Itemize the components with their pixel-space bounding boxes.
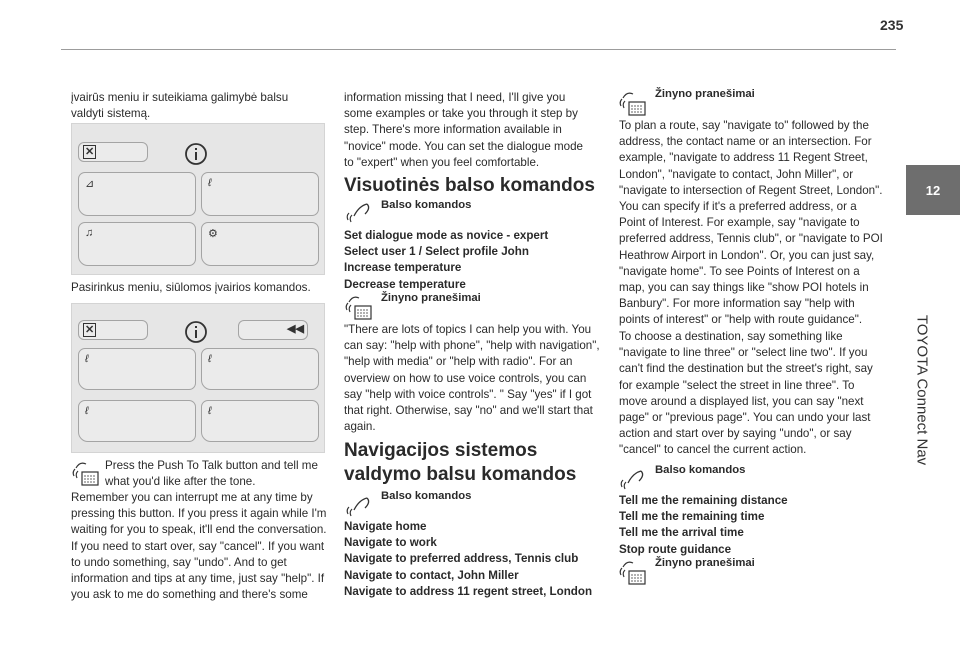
- navigation-tile: [78, 172, 196, 216]
- settings-tile: [201, 222, 319, 266]
- navigation-icon: ⊿: [85, 178, 95, 190]
- caption-text: Pasirinkus meniu, siūlomos įvairios komandos.: [71, 281, 311, 294]
- voice-help-icon: [345, 292, 375, 322]
- voice-command-icon: [619, 467, 647, 491]
- menu-bar: [78, 142, 148, 162]
- info-icon: [184, 320, 208, 344]
- command-tile: [78, 400, 196, 442]
- menu-bar: [78, 320, 148, 340]
- voice-body-text: Remember you can interrupt me at any time by pressing this button. If you press it again while I'm waiting for you to speak, it'll end the conversation. If you need to start over, say "cancel". If you want to undo something, say "undo". And to get information and tips at any time, just say "help". If you ask to me do something and there's some: [71, 491, 327, 602]
- command-item: Tell me the remaining time: [619, 510, 765, 524]
- voice-command-icon: [345, 200, 373, 224]
- menu-screen-illustration-2: [71, 303, 325, 453]
- heading-line: Navigacijos sistemos: [344, 440, 538, 461]
- navigation-help-text: To plan a route, say "navigate to" followed by the address, the contact name or an intersection. For example, "navigate to address 11 Regent Street, London", "navigate to contact, John Miller", or "navigate to intersection of Regent Street, London". You can specify if it's a preferred address, or a Point of Interest. For example, say "navigate to preferred address, Tennis club", or "navigate to POI Heathrow Airport in London". Or, you can just say, "navigate home". To see Points of Interest on a map, you can say things like "show POI hotels in Banbury". For more information say "help with points of interest" or "help with route guidance".: [619, 119, 883, 327]
- command-item: Navigate to address 11 regent street, London: [344, 584, 593, 598]
- continuation-text: information missing that I need, I'll give you some examples or take you through it step by step. There's more information available in "novice" mode. You can set the dialogue mode to "expert" when you feel comfortable.: [344, 91, 583, 169]
- info-icon: [184, 142, 208, 166]
- command-item: Navigate to preferred address, Tennis club: [344, 552, 579, 566]
- navigation-commands-list: [344, 519, 610, 600]
- global-commands-list: [344, 228, 604, 293]
- command-item: Navigate to work: [344, 536, 437, 550]
- voice-help-icon: [619, 557, 649, 587]
- heading-global-commands: Visuotinės balso komandos: [344, 175, 595, 196]
- media-tile: [78, 222, 196, 266]
- voice-command-icon: [345, 494, 373, 518]
- voice-help-icon: [619, 88, 649, 118]
- back-bar: [238, 320, 308, 340]
- mute-icon: ✕: [85, 324, 95, 336]
- sub-voice-commands: Balso komandos: [381, 490, 472, 502]
- heading-line: valdymo balsu komandos: [344, 464, 577, 485]
- sub-voice-commands: Balso komandos: [381, 199, 472, 211]
- route-commands-list: [619, 493, 879, 558]
- phone-icon: ℓ: [85, 353, 89, 365]
- sub-help-messages: Žinyno pranešimai: [655, 88, 755, 100]
- command-tile: [78, 348, 196, 390]
- page-number: 235: [880, 17, 904, 33]
- command-tile: [201, 400, 319, 442]
- header-divider: [61, 49, 896, 50]
- mute-icon: ✕: [85, 146, 95, 158]
- command-item: Tell me the remaining distance: [619, 494, 788, 507]
- sub-help-messages: Žinyno pranešimai: [381, 292, 481, 304]
- rewind-icon: ◀◀: [287, 323, 304, 335]
- help-text: "There are lots of topics I can help you with. You can say: "help with phone", "help with navigation", "help with media" or "help with radio". For an overview on how to use voice controls, you can say "help with voice controls". " Say "yes" if I got that right. Otherwise, say "no" and we'll start that again.: [344, 323, 600, 434]
- command-item: Increase temperature: [344, 261, 462, 275]
- sub-voice-commands: Balso komandos: [655, 464, 746, 476]
- command-item: Navigate home: [344, 520, 427, 533]
- chapter-title: TOYOTA Connect Nav: [913, 314, 931, 466]
- voice-help-icon: [72, 458, 102, 488]
- chapter-tab: 12: [906, 165, 960, 215]
- heading-navigation-commands: [344, 439, 604, 487]
- phone-icon: ℓ: [208, 353, 212, 365]
- command-tile: [201, 348, 319, 390]
- menu-screen-illustration-1: [71, 123, 325, 275]
- sub-help-messages: Žinyno pranešimai: [655, 557, 755, 569]
- command-item: Set dialogue mode as novice - expert: [344, 229, 549, 242]
- command-item: Navigate to contact, John Miller: [344, 568, 519, 582]
- command-item: Tell me the arrival time: [619, 526, 744, 540]
- destination-help-text: To choose a destination, say something like "navigate to line three" or "select line two". If you can't find the destination but the street's right, say for example "select the street in line three". To move around a displayed list, you can say "next page" or "previous page". You can undo your last action and start over by saying "undo", or say "cancel" to cancel the current action.: [619, 330, 873, 457]
- command-item: Select user 1 / Select profile John: [344, 245, 529, 259]
- command-item: Stop route guidance: [619, 542, 732, 556]
- gear-icon: ⚙: [208, 228, 218, 240]
- phone-icon: ℓ: [208, 177, 212, 189]
- phone-icon: ℓ: [85, 405, 89, 417]
- phone-tile: [201, 172, 319, 216]
- command-item: Decrease temperature: [344, 277, 466, 291]
- phone-icon: ℓ: [208, 405, 212, 417]
- music-icon: ♫: [85, 227, 94, 239]
- voice-intro-text: Press the Push To Talk button and tell me what you'd like after the tone.: [105, 459, 318, 489]
- intro-text: įvairūs meniu ir suteikiama galimybė balsu valdyti sistemą.: [71, 91, 289, 121]
